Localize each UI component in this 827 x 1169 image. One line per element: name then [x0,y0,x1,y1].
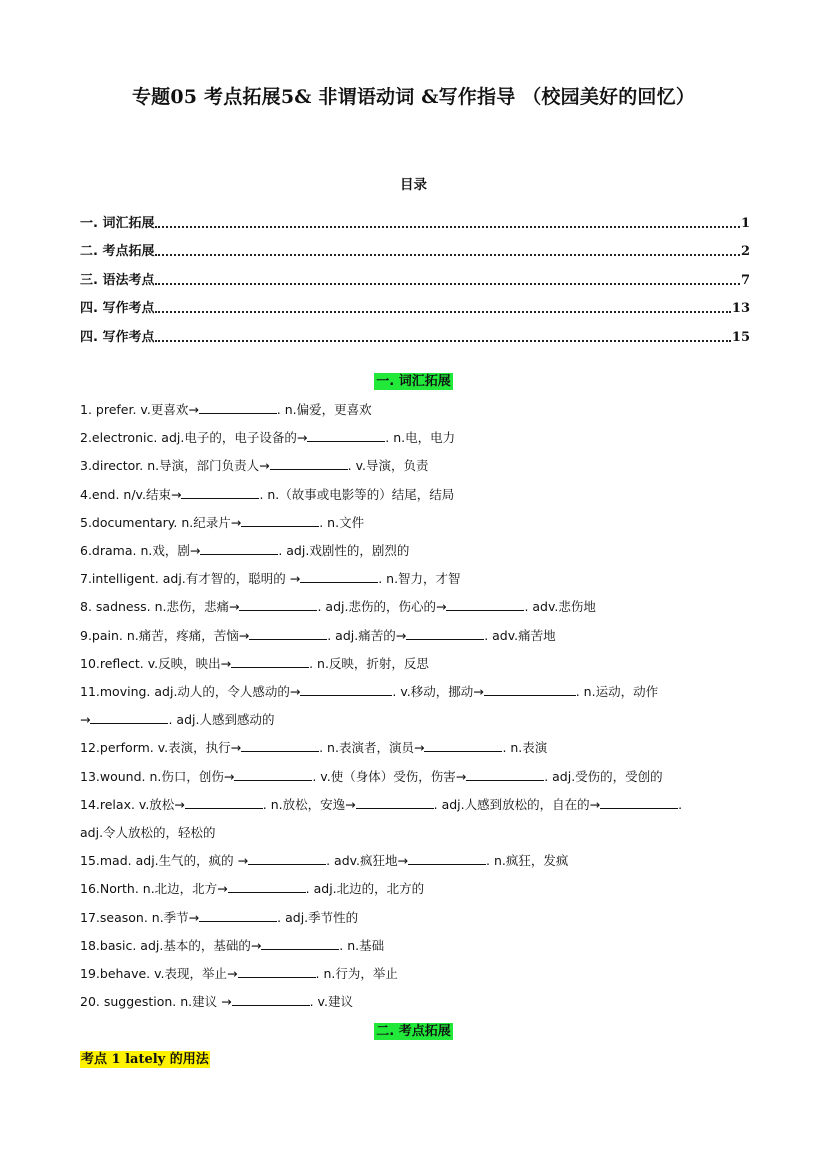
vocab-text: 19.behave. v.表现，举止→ [80,966,238,982]
vocab-item [80,650,750,678]
vocab-text: 2.electronic. adj.电子的，电子设备的→ [80,430,308,446]
toc-entry-page: 13 [731,301,750,316]
key-point-heading [80,1048,210,1067]
toc-entry-label: 四. 写作考点 [80,329,155,345]
vocab-text: 17.season. n.季节→ [80,909,200,925]
vocabulary-list [80,396,750,1016]
vocab-item-continued [80,706,750,734]
toc-leader-dots [155,282,739,285]
vocab-item [80,424,750,452]
vocab-text: . adj.痛苦的→ [327,627,407,643]
toc-entry-label: 二. 考点拓展 [80,244,155,259]
vocab-text: 6.drama. n.戏，剧→ [80,543,201,559]
vocab-item [80,481,750,509]
answer-blank[interactable] [228,880,306,893]
vocab-text: 4.end. n/v.结束→ [80,486,182,502]
vocab-text: . adj.人感到放松的，自在的→ [433,796,601,812]
vocab-text: . n.偏爱，更喜欢 [276,402,372,417]
answer-blank[interactable] [300,683,392,696]
toc-entry-page: 2 [740,244,750,259]
vocab-text: . n.智力，才智 [378,571,461,587]
vocab-text: . n.运动，动作 [575,684,659,700]
answer-blank[interactable] [231,655,309,668]
answer-blank[interactable] [238,965,316,978]
answer-blank[interactable] [249,627,327,640]
vocab-text: 14.relax. v.放松→ [80,796,185,812]
toc-entry[interactable] [80,288,750,317]
toc-entry-label: 三. 语法考点 [80,272,155,288]
answer-blank[interactable] [446,598,524,611]
vocab-text: . adj.戏剧性的，剧烈的 [278,543,410,559]
vocab-item [80,734,750,762]
answer-blank[interactable] [241,739,319,752]
vocab-item [80,763,750,791]
vocab-item [80,847,750,875]
vocab-item [80,509,750,537]
vocab-item [80,537,750,565]
answer-blank[interactable] [300,570,378,583]
toc-entry-label: 一. 词汇拓展 [80,215,155,231]
vocab-item-continued [80,819,750,847]
vocab-text: . v.导演，负责 [347,458,429,474]
answer-blank[interactable] [424,739,502,752]
toc-entry[interactable] [80,316,750,345]
vocab-item [80,875,750,903]
answer-blank[interactable] [232,993,310,1006]
vocab-text: . v.移动，挪动→ [392,684,484,700]
toc-leader-dots [155,225,739,228]
vocab-item [80,593,750,621]
vocab-text: 8. sadness. n.悲伤，悲痛→ [80,599,240,615]
vocab-item [80,988,750,1016]
vocab-text: . n.行为，举止 [315,966,398,982]
vocab-text: 5.documentary. n.纪录片→ [80,514,242,530]
answer-blank[interactable] [200,542,278,555]
answer-blank[interactable] [406,627,484,640]
vocab-text: . n.文件 [319,514,365,530]
answer-blank[interactable] [234,768,312,781]
key-point-label: 考点 1 lately 的用法 [81,1052,209,1067]
vocab-item [80,396,750,424]
vocab-item [80,565,750,593]
vocab-text: 10.reflect. v.反映，映出→ [80,655,232,671]
vocab-item [80,932,750,960]
answer-blank[interactable] [248,852,326,865]
vocab-text: . adj.受伤的，受创的 [544,768,663,784]
vocab-item [80,960,750,988]
section-heading-label: 二. 考点拓展 [376,1024,451,1039]
toc-entry-page: 7 [740,272,750,288]
answer-blank[interactable] [185,796,263,809]
vocab-text: . n.疯狂，发疯 [486,853,569,869]
answer-blank[interactable] [199,401,277,414]
vocab-text: 15.mad. adj.生气的，疯的 → [80,853,249,869]
vocab-text: . n.电，电力 [385,430,456,446]
vocab-text: . [678,796,683,812]
vocab-item [80,452,750,480]
toc-leader-dots [155,310,730,313]
answer-blank[interactable] [408,852,486,865]
table-of-contents [80,202,750,345]
vocab-text: 12.perform. v.表演，执行→ [80,740,242,756]
vocab-text: 18.basic. adj.基本的，基础的→ [80,937,262,953]
answer-blank[interactable] [307,429,385,442]
section-heading-vocabulary [0,370,827,389]
answer-blank[interactable] [356,796,434,809]
vocab-text: 3.director. n.导演，部门负责人→ [80,458,270,474]
vocab-text: 7.intelligent. adj.有才智的，聪明的 → [80,571,301,587]
vocab-text: . v.使（身体）受伤，伤害→ [312,768,467,784]
vocab-text: . n.表演 [502,740,548,756]
section-heading-key-points [0,1020,827,1039]
toc-entry-page: 15 [731,329,750,345]
vocab-text: . adj.北边的，北方的 [305,881,425,897]
vocab-text: 13.wound. n.伤口，创伤→ [80,768,235,784]
vocab-item [80,678,750,706]
vocab-text: 9.pain. n.痛苦，疼痛，苦恼→ [80,627,250,643]
vocab-text: 16.North. n.北边，北方→ [80,881,228,897]
vocab-text: 1. prefer. v.更喜欢→ [80,402,199,417]
answer-blank[interactable] [270,457,348,470]
toc-heading: 目录 [400,177,427,193]
toc-entry-label: 四. 写作考点 [80,301,155,316]
vocab-text: . adv.悲伤地 [524,599,596,615]
vocab-text: . adv.疯狂地→ [326,853,409,869]
vocab-text: . n.基础 [339,937,385,953]
answer-blank[interactable] [600,796,678,809]
answer-blank[interactable] [90,711,168,724]
answer-blank[interactable] [239,598,317,611]
toc-entry-page: 1 [740,215,750,231]
vocab-text: . adj.悲伤的，伤心的→ [317,599,447,615]
vocab-text: . adj.人感到感动的 [168,712,275,728]
vocab-text: . n.（故事或电影等的）结尾，结局 [259,486,455,502]
vocab-text: . adj.季节性的 [277,909,359,925]
vocab-text: . n.反映，折射，反思 [309,655,429,671]
vocab-item [80,791,750,819]
vocab-text: 11.moving. adj.动人的，令人感动的→ [80,684,301,700]
page-title: 专题05 考点拓展5& 非谓语动词 &写作指导 （校园美好的回忆） [131,86,696,108]
toc-entry[interactable] [80,259,750,288]
section-heading-label: 一. 词汇拓展 [376,374,451,389]
answer-blank[interactable] [261,937,339,950]
toc-entry[interactable] [80,231,750,260]
vocab-text: 20. suggestion. n.建议 → [80,994,232,1010]
vocab-text: adj.令人放松的，轻松的 [80,825,216,841]
answer-blank[interactable] [466,768,544,781]
toc-entry[interactable] [80,202,750,231]
toc-leader-dots [155,339,730,342]
answer-blank[interactable] [181,486,259,499]
answer-blank[interactable] [484,683,576,696]
vocab-text: . adv.痛苦地 [484,627,556,643]
answer-blank[interactable] [241,514,319,527]
vocab-text: . v.建议 [309,994,353,1010]
answer-blank[interactable] [199,909,277,922]
vocab-text: . n.放松，安逸→ [262,796,356,812]
vocab-text: . n.表演者，演员→ [319,740,425,756]
vocab-text: → [80,712,91,728]
vocab-item [80,622,750,650]
vocab-item [80,904,750,932]
toc-leader-dots [155,253,739,256]
